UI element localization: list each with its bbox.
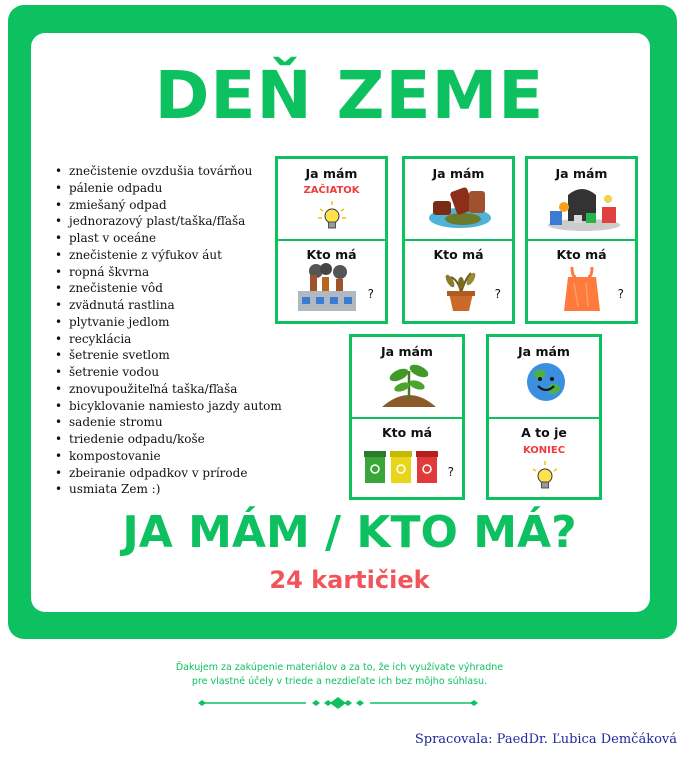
card-divider bbox=[489, 417, 599, 419]
card-bottom-label: Kto má bbox=[381, 425, 433, 440]
list-item: • jednorazový plast/taška/fľaša bbox=[55, 213, 282, 230]
card-divider bbox=[278, 239, 385, 241]
wilted-plant-icon bbox=[441, 263, 481, 313]
card-top-label: Ja mám bbox=[381, 344, 433, 359]
list-item: • šetrenie svetlom bbox=[55, 347, 282, 364]
card-divider bbox=[405, 239, 512, 241]
plastic-bag-icon bbox=[562, 263, 602, 313]
trash-pile-icon bbox=[546, 185, 622, 231]
card-bottom-label: Kto má bbox=[306, 247, 357, 262]
card-oil-spill bbox=[402, 156, 515, 324]
oil-spill-icon bbox=[427, 185, 493, 229]
list-item: • šetrenie vodou bbox=[55, 364, 282, 381]
list-item: • zbeiranie odpadkov v prírode bbox=[55, 465, 282, 482]
card-top-label: Ja mám bbox=[432, 166, 485, 181]
thanks-note bbox=[0, 661, 679, 689]
thanks-line: pre vlastné účely v triede a nezdieľate ich bez môjho súhlasu. bbox=[191, 676, 488, 687]
card-divider bbox=[528, 239, 635, 241]
question-mark: ? bbox=[447, 465, 454, 479]
lightbulb-icon bbox=[318, 201, 346, 231]
factory-icon bbox=[296, 263, 358, 313]
list-item: • triedenie odpadu/koše bbox=[55, 431, 282, 448]
list-item: • usmiata Zem :) bbox=[55, 481, 282, 498]
list-item: • sadenie stromu bbox=[55, 414, 282, 431]
list-item: • plytvanie jedlom bbox=[55, 314, 282, 331]
card-end bbox=[486, 334, 602, 500]
card-tree bbox=[349, 334, 465, 500]
author-credit: Spracovala: PaedDr. Ľubica Demčáková bbox=[414, 732, 677, 747]
card-start bbox=[275, 156, 388, 324]
card-end-tag: KONIEC bbox=[522, 445, 566, 456]
question-mark: ? bbox=[367, 287, 374, 301]
lightbulb-icon bbox=[531, 461, 559, 491]
list-item: • zvädnutá rastlina bbox=[55, 297, 282, 314]
thanks-line: Ďakujem za zakúpenie materiálov a za to, že ich využívate výhradne bbox=[175, 662, 504, 673]
list-item: • znovupoužiteľná taška/fľaša bbox=[55, 381, 282, 398]
planting-tree-icon bbox=[380, 361, 438, 411]
card-bottom-label: Kto má bbox=[556, 247, 607, 262]
smiling-earth-icon bbox=[525, 361, 567, 403]
card-bottom-label: Kto má bbox=[433, 247, 484, 262]
card-count: 24 kartičiek bbox=[269, 566, 430, 594]
list-item: • zmiešaný odpad bbox=[55, 197, 282, 214]
card-top-label: Ja mám bbox=[518, 344, 570, 359]
topic-list bbox=[55, 163, 282, 498]
list-item: • recyklácia bbox=[55, 331, 282, 348]
list-item: • bicyklovanie namiesto jazdy autom bbox=[55, 398, 282, 415]
list-item: • znečistenie vôd bbox=[55, 280, 282, 297]
question-mark: ? bbox=[617, 287, 624, 301]
list-item: • pálenie odpadu bbox=[55, 180, 282, 197]
card-divider bbox=[352, 417, 462, 419]
card-top-label: Ja mám bbox=[555, 166, 608, 181]
list-item: • znečistenie ovzdušia továrňou bbox=[55, 163, 282, 180]
list-item: • ropná škvrna bbox=[55, 264, 282, 281]
card-trash bbox=[525, 156, 638, 324]
card-start-tag: ZAČIATOK bbox=[303, 185, 360, 196]
card-bottom-label: A to je bbox=[521, 425, 567, 440]
recycling-bins-icon bbox=[362, 449, 440, 487]
ornament-divider bbox=[198, 695, 478, 711]
question-mark: ? bbox=[494, 287, 501, 301]
list-item: • znečistenie z výfukov áut bbox=[55, 247, 282, 264]
page-title: DEŇ ZEME bbox=[154, 57, 545, 134]
list-item: • plast v oceáne bbox=[55, 230, 282, 247]
list-item: • kompostovanie bbox=[55, 448, 282, 465]
subtitle: JA MÁM / KTO MÁ? bbox=[122, 507, 577, 558]
card-top-label: Ja mám bbox=[305, 166, 358, 181]
